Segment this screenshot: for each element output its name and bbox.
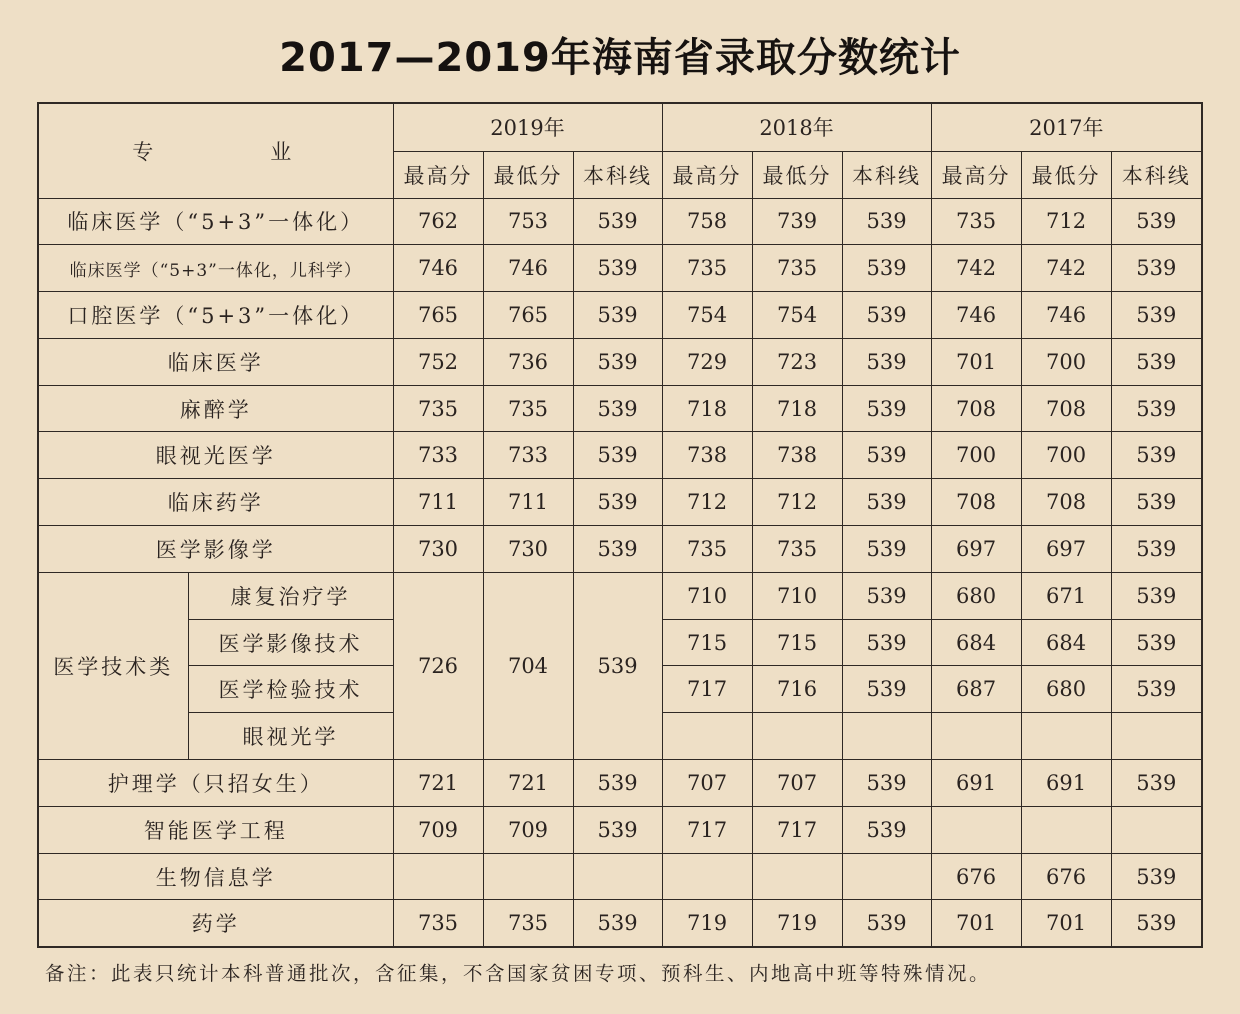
score-cell: 539 bbox=[573, 526, 662, 573]
score-cell: 539 bbox=[842, 572, 931, 619]
score-cell: 738 bbox=[662, 432, 752, 479]
score-cell: 539 bbox=[573, 479, 662, 526]
score-cell: 708 bbox=[1021, 385, 1111, 432]
score-cell: 717 bbox=[662, 666, 752, 713]
score-cell: 735 bbox=[393, 900, 483, 947]
score-cell: 721 bbox=[483, 760, 573, 807]
score-cell: 539 bbox=[842, 245, 931, 292]
score-cell: 711 bbox=[483, 479, 573, 526]
score-cell: 676 bbox=[931, 853, 1021, 900]
score-cell: 735 bbox=[483, 385, 573, 432]
page-title: 2017—2019年海南省录取分数统计 bbox=[279, 35, 961, 81]
score-cell: 709 bbox=[393, 806, 483, 853]
score-cell: 718 bbox=[752, 385, 842, 432]
score-cell: 539 bbox=[1111, 760, 1202, 807]
header-max-2018: 最高分 bbox=[662, 151, 752, 198]
header-min-2018: 最低分 bbox=[752, 151, 842, 198]
score-cell: 762 bbox=[393, 198, 483, 245]
major-name: 护理学（只招女生） bbox=[38, 760, 393, 807]
score-cell: 752 bbox=[393, 338, 483, 385]
score-cell: 539 bbox=[1111, 900, 1202, 947]
major-name: 临床医学（“5+3”一体化） bbox=[38, 198, 393, 245]
header-line-2019: 本科线 bbox=[573, 151, 662, 198]
score-cell: 539 bbox=[1111, 245, 1202, 292]
score-cell: 539 bbox=[1111, 385, 1202, 432]
score-cell: 712 bbox=[752, 479, 842, 526]
score-cell bbox=[393, 853, 483, 900]
table-row bbox=[38, 292, 1202, 339]
header-year-2019: 2019年 bbox=[393, 103, 662, 151]
table-row bbox=[38, 245, 1202, 292]
score-cell: 746 bbox=[931, 292, 1021, 339]
score-cell: 539 bbox=[1111, 572, 1202, 619]
score-cell: 539 bbox=[842, 526, 931, 573]
score-cell: 676 bbox=[1021, 853, 1111, 900]
score-cell: 539 bbox=[842, 338, 931, 385]
major-name: 临床药学 bbox=[38, 479, 393, 526]
score-cell: 754 bbox=[752, 292, 842, 339]
score-cell bbox=[573, 853, 662, 900]
score-cell: 746 bbox=[483, 245, 573, 292]
major-name: 生物信息学 bbox=[38, 853, 393, 900]
score-cell: 697 bbox=[931, 526, 1021, 573]
score-cell: 680 bbox=[1021, 666, 1111, 713]
score-cell bbox=[1021, 713, 1111, 760]
table-row bbox=[38, 338, 1202, 385]
score-cell: 539 bbox=[573, 338, 662, 385]
score-cell bbox=[483, 853, 573, 900]
major-name: 智能医学工程 bbox=[38, 806, 393, 853]
score-cell: 539 bbox=[842, 666, 931, 713]
score-cell bbox=[752, 853, 842, 900]
score-cell bbox=[1111, 806, 1202, 853]
header-max-2017: 最高分 bbox=[931, 151, 1021, 198]
score-cell: 742 bbox=[931, 245, 1021, 292]
table-row bbox=[38, 526, 1202, 573]
table-row bbox=[38, 572, 1202, 619]
score-cell: 539 bbox=[573, 760, 662, 807]
score-cell bbox=[842, 713, 931, 760]
sub-major-name: 医学检验技术 bbox=[188, 666, 393, 713]
score-cell: 735 bbox=[752, 245, 842, 292]
score-cell: 710 bbox=[752, 572, 842, 619]
score-cell: 733 bbox=[393, 432, 483, 479]
score-cell: 712 bbox=[1021, 198, 1111, 245]
score-cell: 754 bbox=[662, 292, 752, 339]
score-cell: 539 bbox=[573, 198, 662, 245]
score-cell: 715 bbox=[662, 619, 752, 666]
score-cell: 539 bbox=[842, 432, 931, 479]
score-cell: 708 bbox=[931, 479, 1021, 526]
score-cell-merged: 726 bbox=[393, 572, 483, 759]
score-cell bbox=[1111, 713, 1202, 760]
major-name: 临床医学（“5+3”一体化，儿科学） bbox=[38, 245, 393, 292]
header-min-2019: 最低分 bbox=[483, 151, 573, 198]
score-cell: 539 bbox=[1111, 619, 1202, 666]
header-year-row bbox=[38, 103, 1202, 151]
score-cell: 708 bbox=[1021, 479, 1111, 526]
score-cell: 687 bbox=[931, 666, 1021, 713]
score-cell: 539 bbox=[573, 432, 662, 479]
score-cell: 733 bbox=[483, 432, 573, 479]
score-cell: 719 bbox=[752, 900, 842, 947]
score-cell: 738 bbox=[752, 432, 842, 479]
score-cell: 539 bbox=[1111, 479, 1202, 526]
score-cell: 701 bbox=[931, 338, 1021, 385]
score-cell: 539 bbox=[1111, 198, 1202, 245]
score-cell: 742 bbox=[1021, 245, 1111, 292]
score-cell: 539 bbox=[573, 385, 662, 432]
major-name: 眼视光医学 bbox=[38, 432, 393, 479]
score-cell: 709 bbox=[483, 806, 573, 853]
score-cell: 697 bbox=[1021, 526, 1111, 573]
major-name: 医学影像学 bbox=[38, 526, 393, 573]
score-cell: 539 bbox=[1111, 853, 1202, 900]
score-cell: 735 bbox=[393, 385, 483, 432]
score-cell: 735 bbox=[662, 245, 752, 292]
score-cell: 684 bbox=[1021, 619, 1111, 666]
score-cell: 680 bbox=[931, 572, 1021, 619]
header-major: 专 业 bbox=[38, 103, 393, 198]
score-cell: 708 bbox=[931, 385, 1021, 432]
score-cell: 671 bbox=[1021, 572, 1111, 619]
score-cell: 539 bbox=[842, 619, 931, 666]
score-cell: 700 bbox=[931, 432, 1021, 479]
score-cell: 539 bbox=[1111, 292, 1202, 339]
score-cell bbox=[752, 713, 842, 760]
table-row bbox=[38, 432, 1202, 479]
major-name: 临床医学 bbox=[38, 338, 393, 385]
table-row bbox=[38, 385, 1202, 432]
score-cell bbox=[842, 853, 931, 900]
score-cell: 739 bbox=[752, 198, 842, 245]
table-row bbox=[38, 900, 1202, 947]
score-cell: 539 bbox=[842, 900, 931, 947]
score-cell: 539 bbox=[1111, 526, 1202, 573]
score-cell: 707 bbox=[662, 760, 752, 807]
score-cell: 701 bbox=[931, 900, 1021, 947]
header-year-2018: 2018年 bbox=[662, 103, 931, 151]
score-cell-merged: 539 bbox=[573, 572, 662, 759]
score-cell: 746 bbox=[393, 245, 483, 292]
score-cell: 539 bbox=[573, 292, 662, 339]
sub-major-name: 康复治疗学 bbox=[188, 572, 393, 619]
score-cell: 746 bbox=[1021, 292, 1111, 339]
score-cell: 539 bbox=[1111, 432, 1202, 479]
score-cell: 765 bbox=[483, 292, 573, 339]
score-cell bbox=[662, 713, 752, 760]
score-cell: 723 bbox=[752, 338, 842, 385]
score-cell: 730 bbox=[483, 526, 573, 573]
score-cell: 701 bbox=[1021, 900, 1111, 947]
score-cell: 710 bbox=[662, 572, 752, 619]
table-row bbox=[38, 806, 1202, 853]
score-cell: 539 bbox=[573, 245, 662, 292]
score-cell: 753 bbox=[483, 198, 573, 245]
score-cell: 700 bbox=[1021, 432, 1111, 479]
score-cell: 539 bbox=[842, 292, 931, 339]
score-cell: 718 bbox=[662, 385, 752, 432]
header-line-2018: 本科线 bbox=[842, 151, 931, 198]
score-cell-merged: 704 bbox=[483, 572, 573, 759]
score-cell: 539 bbox=[842, 198, 931, 245]
header-line-2017: 本科线 bbox=[1111, 151, 1202, 198]
score-cell: 736 bbox=[483, 338, 573, 385]
score-cell: 707 bbox=[752, 760, 842, 807]
score-cell: 691 bbox=[1021, 760, 1111, 807]
score-cell: 715 bbox=[752, 619, 842, 666]
score-cell: 539 bbox=[573, 900, 662, 947]
table-row bbox=[38, 853, 1202, 900]
score-cell: 717 bbox=[752, 806, 842, 853]
score-cell: 539 bbox=[842, 479, 931, 526]
score-cell: 539 bbox=[1111, 666, 1202, 713]
sub-major-name: 医学影像技术 bbox=[188, 619, 393, 666]
score-cell: 758 bbox=[662, 198, 752, 245]
score-cell: 539 bbox=[842, 806, 931, 853]
score-cell: 539 bbox=[842, 760, 931, 807]
score-cell: 729 bbox=[662, 338, 752, 385]
score-cell: 735 bbox=[662, 526, 752, 573]
admission-score-table bbox=[37, 102, 1203, 948]
score-cell: 539 bbox=[573, 806, 662, 853]
major-name: 口腔医学（“5+3”一体化） bbox=[38, 292, 393, 339]
score-cell: 721 bbox=[393, 760, 483, 807]
table-row bbox=[38, 198, 1202, 245]
score-cell: 711 bbox=[393, 479, 483, 526]
major-name: 药学 bbox=[38, 900, 393, 947]
major-name: 麻醉学 bbox=[38, 385, 393, 432]
table-row bbox=[38, 760, 1202, 807]
table-row bbox=[38, 479, 1202, 526]
header-min-2017: 最低分 bbox=[1021, 151, 1111, 198]
score-cell: 700 bbox=[1021, 338, 1111, 385]
score-cell bbox=[1021, 806, 1111, 853]
score-cell: 539 bbox=[842, 385, 931, 432]
sub-major-name: 眼视光学 bbox=[188, 713, 393, 760]
score-cell: 765 bbox=[393, 292, 483, 339]
score-cell: 730 bbox=[393, 526, 483, 573]
footnote: 备注：此表只统计本科普通批次，含征集，不含国家贫困专项、预科生、内地高中班等特殊情况。 bbox=[45, 962, 992, 985]
header-max-2019: 最高分 bbox=[393, 151, 483, 198]
score-cell: 712 bbox=[662, 479, 752, 526]
score-cell: 719 bbox=[662, 900, 752, 947]
score-cell: 735 bbox=[483, 900, 573, 947]
score-cell: 684 bbox=[931, 619, 1021, 666]
header-year-2017: 2017年 bbox=[931, 103, 1202, 151]
group-name: 医学技术类 bbox=[38, 572, 188, 759]
score-cell bbox=[931, 806, 1021, 853]
score-cell: 691 bbox=[931, 760, 1021, 807]
score-cell: 539 bbox=[1111, 338, 1202, 385]
score-cell: 735 bbox=[931, 198, 1021, 245]
score-cell bbox=[662, 853, 752, 900]
score-cell: 735 bbox=[752, 526, 842, 573]
score-cell: 716 bbox=[752, 666, 842, 713]
score-cell: 717 bbox=[662, 806, 752, 853]
score-cell bbox=[931, 713, 1021, 760]
